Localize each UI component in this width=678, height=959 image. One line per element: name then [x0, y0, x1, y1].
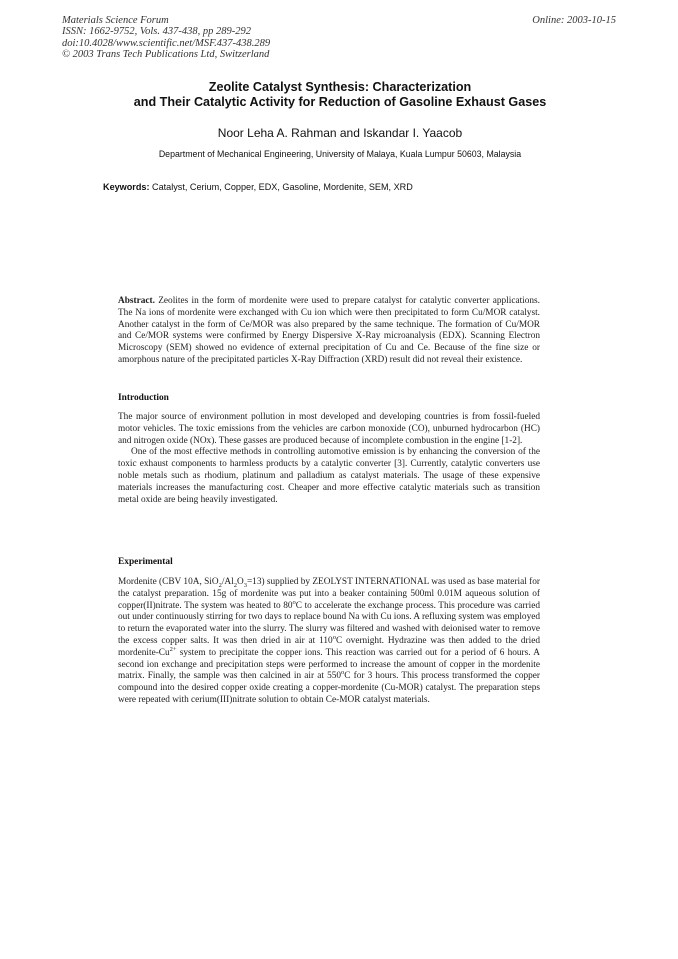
exp-sub-1: 2 [218, 581, 222, 589]
keywords-text: Catalyst, Cerium, Copper, EDX, Gasoline, Mordenite, SEM, XRD [152, 182, 413, 192]
experimental-paragraph [118, 577, 540, 707]
exp-text-5: C to accelerate the exchange process. This procedure was carried out under continuously stirring for two days to replace bound Na with Cu ions. A refluxing system was employed to return the evaporated water into the slurry. The slurry was filtered and washed with deionised water to remove the excess copper salts. It was then dried in air at 110 [118, 600, 540, 646]
affiliation: Department of Mechanical Engineering, University of Malaya, Kuala Lumpur 50603, Malaysia [158, 149, 522, 159]
introduction-heading: Introduction [118, 393, 169, 403]
keywords [103, 182, 623, 192]
paper-title [60, 80, 620, 110]
online-date: Online: 2003-10-15 [532, 15, 616, 26]
keywords-label: Keywords: [103, 182, 150, 192]
journal-header [62, 15, 362, 60]
copyright-line: © 2003 Trans Tech Publications Ltd, Switzerland [62, 48, 270, 60]
exp-sub-3: 3 [243, 581, 247, 589]
exp-sup-2: o [332, 633, 336, 641]
introduction-body [118, 412, 540, 506]
doi-line: doi:10.4028/www.scientific.net/MSF.437-438.289 [62, 37, 271, 49]
exp-text-6: C overnight. Hydrazine was then added to the dried mordenite-Cu [118, 635, 540, 658]
introduction-paragraph-2: One of the most effective methods in controlling automotive emission is by enhancing the conversion of the toxic exhaust components to harmless products by a catalytic converter [3]. Currently, catalytic converters use noble metals such as rhodium, platinum and palladium as catalyst materials. The usage of these expensive materials increases the manufacturing cost. Cheaper and more effective catalytic materials such as transition metal oxide are being heavily investigated. [118, 447, 540, 505]
introduction-paragraph-1: The major source of environment pollution in most developed and developing countries is from fossil-fueled motor vehicles. The toxic emissions from the vehicles are carbon monoxide (CO), unburned hydrocarbon (HC) and nitrogen oxide (NOx). These gasses are produced because of incomplete combustion in the engine [1-2]. [118, 412, 540, 446]
journal-name: Materials Science Forum [62, 15, 169, 26]
title-line-1: Zeolite Catalyst Synthesis: Characterization [208, 80, 472, 94]
experimental-body [118, 577, 540, 707]
authors: Noor Leha A. Rahman and Iskandar I. Yaacob [217, 126, 463, 140]
issn-line: ISSN: 1662-9752, Vols. 437-438, pp 289-292 [62, 26, 251, 38]
abstract [118, 296, 540, 367]
abstract-label: Abstract. [118, 296, 155, 306]
exp-text-1: Mordenite (CBV 10A, SiO [118, 577, 219, 587]
experimental-heading: Experimental [118, 557, 173, 567]
title-line-2: and Their Catalytic Activity for Reduction of Gasoline Exhaust Gases [133, 95, 547, 109]
exp-sup-3: 2+ [169, 645, 177, 653]
exp-sub-2: 2 [233, 581, 237, 589]
exp-text-7: system to precipitate the copper ions. This reaction was carried out for a period of 6 hours. A second ion exchange and precipitation steps were performed to increase the amount of copper in the mordenite matrix. Finally, the sample was then calcined in air at 550 [118, 647, 540, 682]
exp-text-3: O [236, 577, 244, 587]
exp-sup-1: o [292, 598, 296, 606]
exp-text-8: C for 3 hours. This process transformed the copper compound into the desired copper oxide creating a copper-mordenite (Cu-MOR) catalyst. The preparation steps were repeated with cerium(III)nitrate solution to obtain Ce-MOR catalyst materials. [118, 671, 540, 705]
exp-text-2: /Al [221, 577, 234, 587]
exp-text-4: =13) supplied by ZEOLYST INTERNATIONAL was used as base material for the catalyst preparation. 15g of mordenite was put into a beaker containing 500ml 0.01M aqueous solution of copper(II)nitrate. The system was heated to 80 [118, 577, 540, 611]
abstract-text: Zeolites in the form of mordenite were used to prepare catalyst for catalytic converter applications. The Na ions of mordenite were exchanged with Cu ion which were then precipitated to form Cu/MOR catalyst. Another catalyst in the form of Ce/MOR was also prepared by the same technique. The formation of Cu/MOR and Ce/MOR systems were confirmed by Energy Dispersive X-Ray microanalysis (EDX). Scanning Electron Microscopy (SEM) showed no evidence of external precipitation of Cu and Ce. Because of the fine size or amorphous nature of the precipitated particles X-Ray Diffraction (XRD) result did not reveal their existence. [118, 296, 541, 365]
exp-sup-4: o [341, 669, 345, 677]
